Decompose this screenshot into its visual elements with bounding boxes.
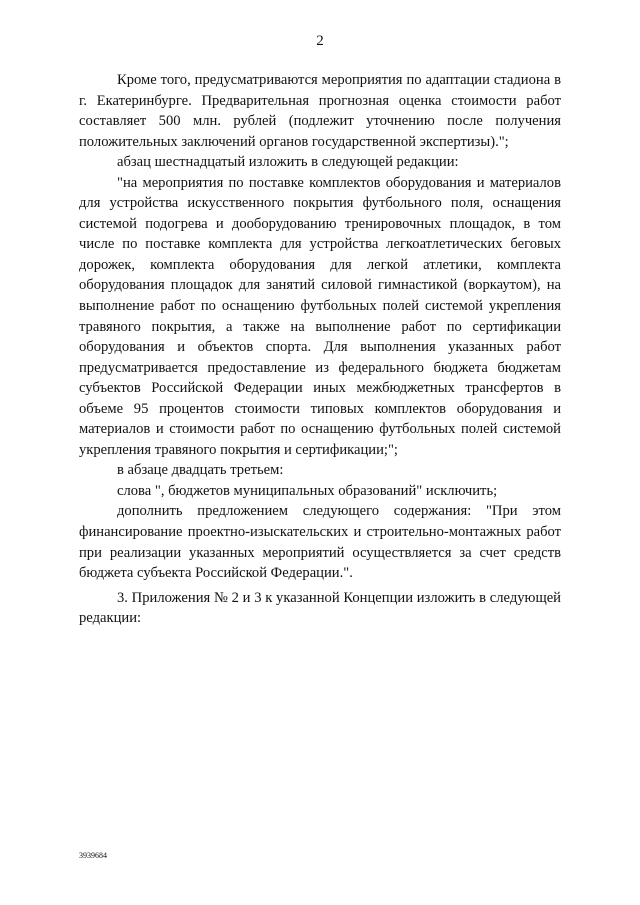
paragraph-sixteenth-instruction: абзац шестнадцатый изложить в следующей редакции: — [117, 154, 459, 171]
document-body — [79, 70, 561, 629]
paragraph-twenty-third-instruction: в абзаце двадцать третьем: — [117, 462, 284, 479]
paragraph-equipment-measures: "на мероприятия по поставке комплектов оборудования и материалов для устройства искусственного покрытия футбольного поля, оснащения системой подогрева и дооборудованию тренировочных площадок, в том числе по поставке комплекта для устройства легкоатлетических беговых дорожек, комплекта оборудования для легкой атлетики, комплекта оборудования площадок для занятий силовой гимнастикой (воркаутом), на выполнение работ по оснащению футбольных полей системой укрепления травяного покрытия, а также на выполнение работ по сертификации оборудования и объектов спорта. Для выполнения указанных работ предусматривается предоставление из федерального бюджета бюджетам субъектов Российской Федерации иных межбюджетных трансфертов в объеме 95 процентов стоимости типовых комплектов оборудования и материалов и стоимости работ по оснащению футбольных полей системой укрепления травяного покрытия и сертификации;"; — [79, 174, 561, 458]
paragraph-exclude-words: слова ", бюджетов муниципальных образований" исключить; — [117, 482, 498, 499]
paragraph-add-sentence: дополнить предложением следующего содержания: "При этом финансирование проектно-изыскательских и строительно-монтажных работ при реализации указанных мероприятий осуществляется за счет средств бюджета субъекта Российской Федерации.". — [79, 503, 561, 582]
document-code: 3939684 — [79, 851, 107, 860]
page-number: 2 — [316, 33, 324, 49]
paragraph-appendices: 3. Приложения № 2 и 3 к указанной Концепции изложить в следующей редакции: — [79, 589, 561, 627]
paragraph-stadium-adaptation: Кроме того, предусматриваются мероприятия по адаптации стадиона в г. Екатеринбурге. Предварительная прогнозная оценка стоимости работ составляет 500 млн. рублей (подлежит уточнению после получения положительных заключений органов государственной экспертизы)."; — [79, 72, 561, 150]
